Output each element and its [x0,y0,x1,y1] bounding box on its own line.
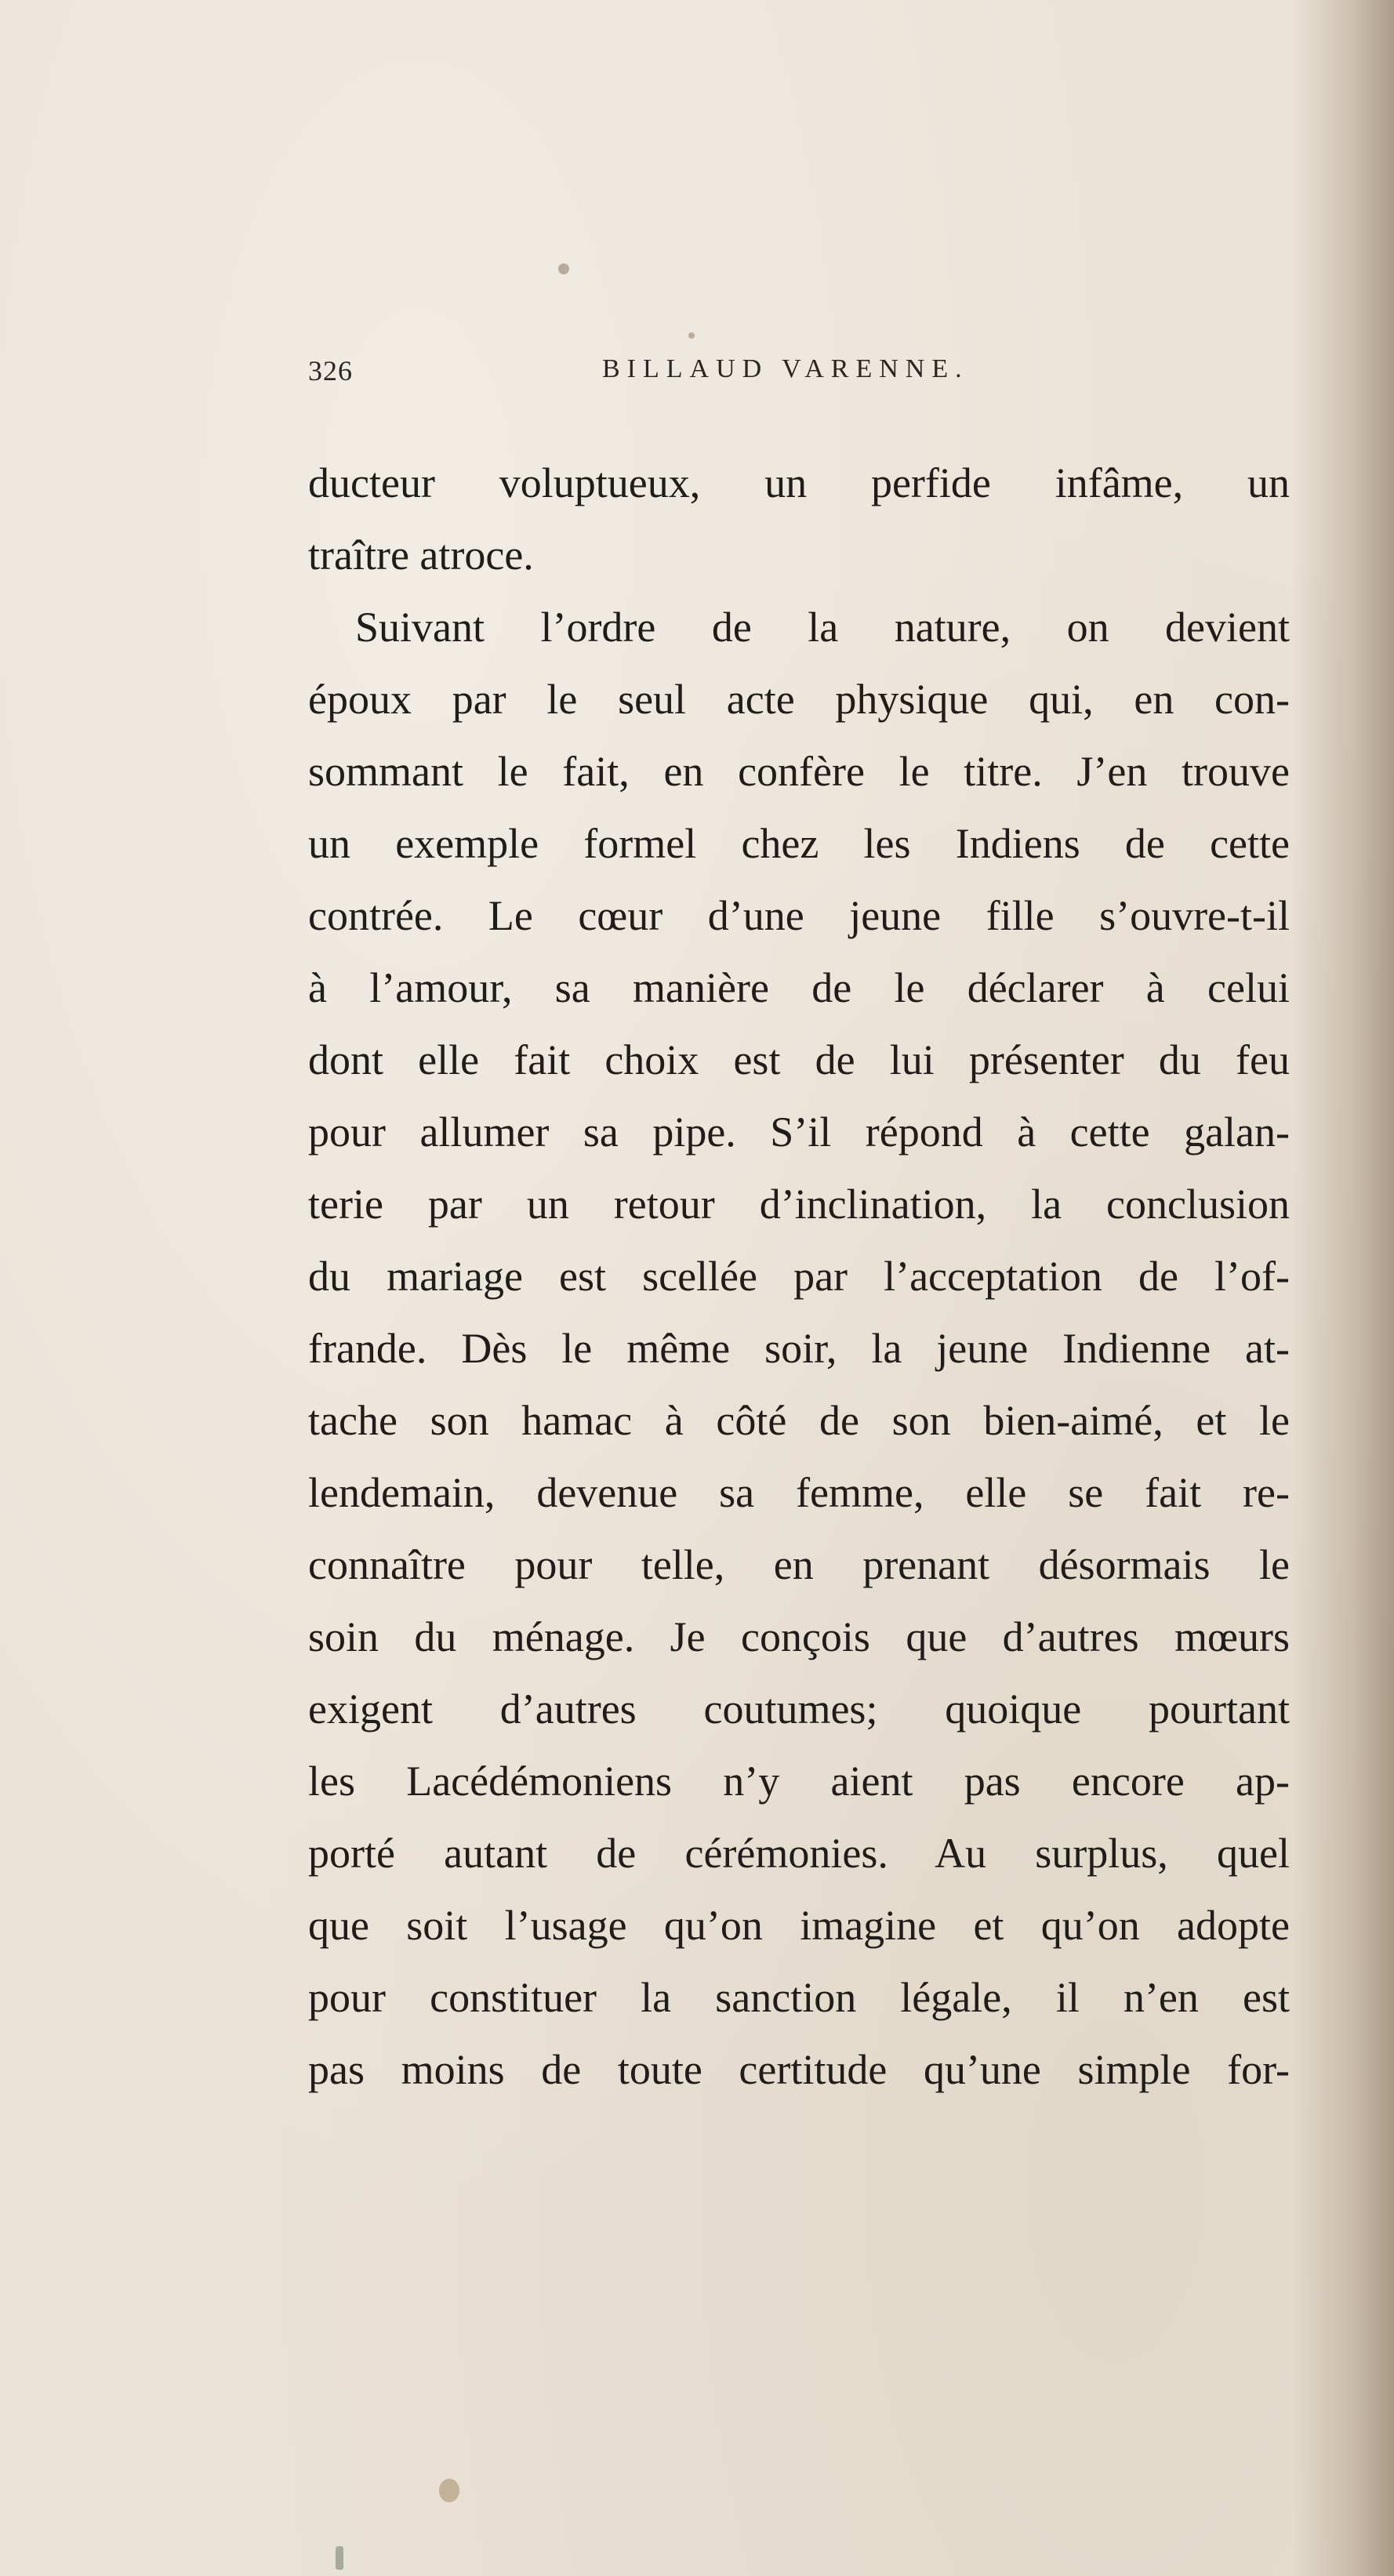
text-line: que soit l’usage qu’on imagine et qu’on adopte [308,1902,1290,1949]
text-line: tache son hamac à côté de son bien-aimé, et le [308,1397,1290,1444]
text-line: porté autant de cérémonies. Au surplus, quel [308,1830,1290,1877]
text-line: à l’amour, sa manière de le déclarer à celui [308,964,1290,1011]
ink-speck [558,263,569,274]
text-line: époux par le seul acte physique qui, en con- [308,676,1290,723]
text-line: pour constituer la sanction légale, il n’en est [308,1974,1290,2021]
page-edge-shadow [1292,0,1394,2576]
text-line: du mariage est scellée par l’acceptation de l’of- [308,1253,1290,1300]
text-line: exigent d’autres coutumes; quoique pourtant [308,1685,1290,1732]
text-line: soin du ménage. Je conçois que d’autres mœurs [308,1613,1290,1660]
text-line: traître atroce. [308,532,534,579]
text-line: Suivant l’ordre de la nature, on devient [355,604,1290,651]
ink-speck [439,2479,459,2502]
text-line: lendemain, devenue sa femme, elle se fait re- [308,1469,1290,1516]
page-number: 326 [308,355,353,386]
ink-speck [688,332,695,339]
page-header [308,354,1029,401]
running-title: BILLAUD VARENNE. [602,354,969,383]
text-line: ducteur voluptueux, un perfide infâme, un [308,459,1290,506]
text-line: contrée. Le cœur d’une jeune fille s’ouvre-t-il [308,892,1290,939]
text-line: dont elle fait choix est de lui présenter du feu [308,1036,1290,1083]
ink-speck [336,2546,343,2570]
text-line: connaître pour telle, en prenant désormais le [308,1541,1290,1588]
text-line: les Lacédémoniens n’y aient pas encore ap- [308,1758,1290,1805]
body-text [308,447,1290,2106]
text-line: un exemple formel chez les Indiens de cette [308,820,1290,867]
text-line: sommant le fait, en confère le titre. J’en trouve [308,748,1290,795]
text-line: frande. Dès le même soir, la jeune Indienne at- [308,1325,1290,1372]
text-line: terie par un retour d’inclination, la conclusion [308,1181,1290,1228]
text-line: pas moins de toute certitude qu’une simple for- [308,2046,1290,2093]
text-line: pour allumer sa pipe. S’il répond à cette galan- [308,1108,1290,1156]
